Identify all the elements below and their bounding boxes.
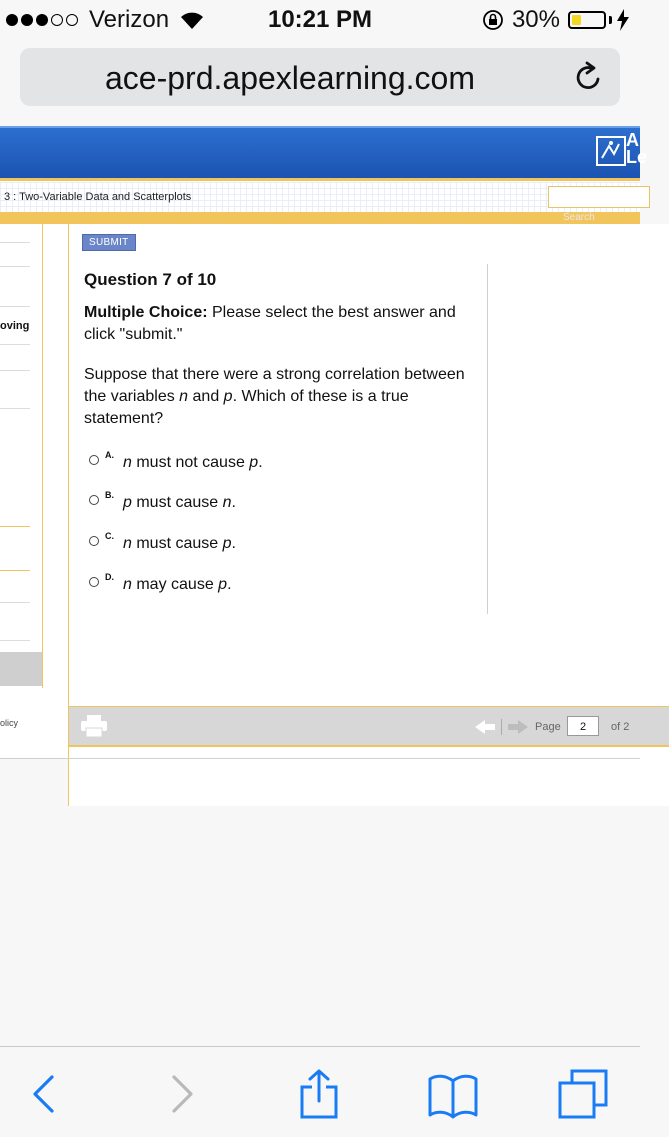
divider [0, 344, 30, 345]
question-prompt [84, 364, 484, 430]
choice-letter: B. [105, 490, 114, 500]
radio-button[interactable] [89, 536, 99, 546]
prompt-variable: n [179, 388, 189, 405]
choice-letter: A. [105, 450, 114, 460]
choice-d[interactable] [89, 572, 232, 594]
prev-arrow-icon[interactable] [475, 720, 497, 734]
share-icon[interactable] [294, 1069, 344, 1119]
section-bar [0, 212, 640, 224]
url-text[interactable]: ace-prd.apexlearning.com [105, 60, 475, 96]
banner-accent [0, 178, 640, 181]
radio-button[interactable] [89, 495, 99, 505]
prompt-text: . Which of these is a true statement? [84, 388, 409, 427]
page-total: of 2 [611, 721, 630, 733]
choice-a[interactable] [89, 450, 263, 472]
choice-c[interactable] [89, 531, 236, 553]
printer-icon[interactable] [81, 715, 107, 737]
choice-text[interactable]: n must cause p. [123, 535, 236, 552]
left-sidebar [0, 224, 43, 688]
web-page [0, 126, 648, 758]
choice-text[interactable]: p must cause n. [123, 494, 236, 511]
choice-b[interactable] [89, 490, 236, 512]
choice-text[interactable]: n may cause p. [123, 576, 232, 593]
divider [0, 242, 30, 243]
question-footer [68, 706, 669, 747]
submit-button[interactable]: SUBMIT [82, 234, 136, 251]
prompt-text: and [188, 388, 224, 405]
carrier-name: Verizon [89, 6, 170, 33]
tabs-icon[interactable] [558, 1069, 608, 1119]
search-input[interactable] [548, 186, 650, 208]
prompt-text: Suppose that there were a strong correlation between the variables [84, 366, 465, 405]
apex-logo-icon [596, 136, 626, 166]
instruction-label: Multiple Choice: [84, 304, 208, 321]
page-label: Page [535, 721, 561, 733]
status-bar [0, 0, 640, 40]
question-title: Question 7 of 10 [84, 270, 217, 289]
search-label: Search [563, 212, 595, 223]
sidebar-item-label[interactable]: oving [0, 320, 30, 332]
orientation-lock-icon [482, 9, 504, 31]
site-banner [0, 126, 648, 180]
choice-letter: C. [105, 531, 114, 541]
clock: 10:21 PM [267, 6, 373, 33]
page-number-input[interactable]: 2 [567, 716, 599, 736]
panel-divider [487, 264, 488, 614]
instruction-text: Please select the best answer and click "submit." [84, 304, 456, 343]
divider [0, 758, 640, 759]
divider [0, 370, 30, 371]
browser-toolbar [0, 1046, 640, 1137]
prompt-variable: p [223, 388, 233, 405]
choice-letter: D. [105, 572, 114, 582]
battery-icon [568, 11, 606, 29]
forward-icon[interactable] [156, 1069, 206, 1119]
divider [0, 640, 30, 641]
battery-percent: 30% [511, 6, 560, 33]
pager-arrows [475, 719, 528, 735]
divider [0, 408, 30, 409]
reload-icon[interactable] [572, 60, 606, 94]
sidebar-footer [0, 652, 42, 686]
bookmarks-icon[interactable] [428, 1069, 478, 1119]
divider [0, 306, 30, 307]
breadcrumb-bar [0, 182, 640, 212]
back-icon[interactable] [20, 1069, 70, 1119]
divider [0, 570, 30, 571]
choice-text[interactable]: n must not cause p. [123, 454, 263, 471]
divider [0, 526, 30, 527]
breadcrumb: 3 : Two-Variable Data and Scatterplots [4, 191, 192, 203]
address-bar[interactable] [20, 48, 620, 106]
battery-area [482, 6, 630, 34]
policy-link[interactable]: olicy [0, 718, 19, 728]
divider [0, 266, 30, 267]
radio-button[interactable] [89, 455, 99, 465]
logo-text: A Le [626, 130, 648, 167]
next-arrow-icon[interactable] [506, 720, 528, 734]
divider [0, 602, 30, 603]
charging-bolt-icon [616, 9, 630, 31]
radio-button[interactable] [89, 577, 99, 587]
question-instruction [84, 302, 474, 346]
